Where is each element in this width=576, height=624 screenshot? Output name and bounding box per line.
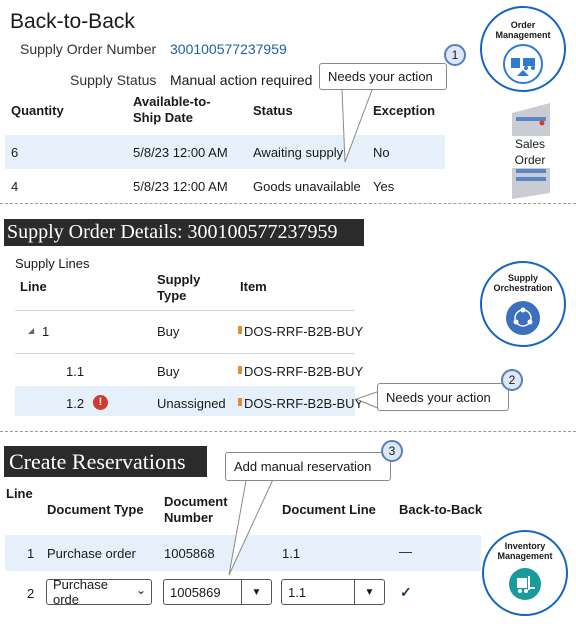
checkmark-icon: ✓ — [400, 584, 412, 600]
supply-orchestration-emblem — [506, 301, 540, 335]
error-icon: ! — [93, 395, 108, 410]
supply-orchestration-icon — [480, 261, 566, 347]
document-type-value: Purchase orde — [53, 577, 108, 607]
document-number-value: 1005869 — [170, 584, 221, 600]
table-cell: No — [373, 145, 390, 160]
item-cell: DOS-RRF-B2B-BUY — [238, 324, 363, 339]
supply-type-cell: Unassigned — [157, 396, 226, 411]
item-cell: DOS-RRF-B2B-BUY — [238, 396, 363, 411]
document-line-cell: 1.1 — [282, 546, 301, 561]
back-to-back-cell: — — [399, 544, 412, 559]
callout-needs-action — [319, 63, 447, 90]
col-item: Item — [240, 279, 267, 294]
step-badge-2: 2 — [501, 369, 523, 391]
col-line: Line — [20, 279, 47, 294]
table-cell: 5/8/23 12:00 AM — [133, 179, 228, 194]
col-document-number: Document Number — [164, 494, 228, 525]
supply-line-row[interactable]: 1.2 — [66, 396, 85, 411]
col-quantity: Quantity — [11, 103, 64, 118]
col-status: Status — [253, 103, 293, 118]
col-back-to-back: Back-to-Back — [399, 502, 483, 517]
supply-line-row[interactable]: 1 — [42, 324, 50, 339]
callout-add-reservation — [225, 452, 391, 481]
triangle-down-icon: ▼ — [364, 586, 375, 598]
col-available-date: Available-to- Ship Date — [133, 94, 211, 125]
inventory-management-icon — [482, 530, 568, 616]
step-badge-3: 3 — [381, 440, 403, 462]
section-divider — [0, 203, 576, 204]
document-line-value: 1.1 — [288, 584, 307, 600]
page-title: Back-to-Back — [10, 10, 135, 33]
sales-order-label: Sales Order — [508, 136, 552, 168]
document-number-cell: 1005868 — [164, 546, 215, 561]
document-type-select[interactable] — [46, 579, 152, 605]
table-cell: Yes — [373, 179, 395, 194]
supply-status-label: Supply Status — [70, 72, 157, 88]
supply-details-title: Supply Order Details: 300100577237959 — [4, 219, 364, 246]
callout-pointer — [330, 80, 410, 190]
table-row[interactable]: 6 — [11, 145, 19, 160]
document-type-cell: Purchase order — [47, 546, 136, 561]
item-cell: DOS-RRF-B2B-BUY — [238, 364, 363, 379]
item-flag-icon — [238, 366, 242, 374]
chevron-down-icon: ⌄ — [135, 583, 146, 597]
supply-lines-label: Supply Lines — [15, 256, 90, 271]
order-management-emblem — [503, 44, 543, 84]
triangle-down-icon: ▼ — [251, 586, 262, 598]
col-exception: Exception — [373, 103, 436, 118]
callout-pointer — [225, 465, 305, 585]
col-supply-type: Supply Type — [157, 272, 201, 303]
col-document-line: Document Line — [282, 502, 376, 517]
callout-text: Needs your action — [386, 389, 491, 405]
col-document-type: Document Type — [47, 502, 144, 517]
dropdown-button[interactable] — [354, 580, 384, 604]
section-divider — [0, 431, 576, 432]
forklift-icon — [509, 568, 541, 600]
inventory-management-title: Inventory Management — [497, 541, 553, 561]
row-separator — [15, 353, 355, 354]
supply-orchestration-title: Supply Orchestration — [493, 273, 553, 293]
supply-type-cell: Buy — [157, 324, 180, 339]
col-line: Line — [6, 486, 33, 501]
supply-type-cell: Buy — [157, 364, 180, 379]
row-separator — [15, 310, 355, 311]
supply-order-number-label: Supply Order Number — [20, 41, 157, 57]
callout-text: Add manual reservation — [234, 459, 372, 474]
step-badge-1: 1 — [444, 44, 466, 66]
item-flag-icon — [238, 398, 242, 406]
callout-needs-action — [377, 383, 509, 411]
table-cell: 5/8/23 12:00 AM — [133, 145, 228, 160]
table-cell: Goods unavailable — [253, 179, 361, 194]
reservation-row[interactable]: 2 — [27, 586, 35, 601]
callout-text: Needs your action — [328, 69, 433, 84]
item-flag-icon — [238, 326, 242, 334]
table-cell: Awaiting supply — [253, 145, 344, 160]
supply-line-row[interactable]: 1.1 — [66, 364, 85, 379]
table-row[interactable]: 4 — [11, 179, 19, 194]
expand-collapse-icon[interactable]: ◢ — [28, 326, 35, 335]
supply-order-number-link[interactable]: 300100577237959 — [170, 41, 287, 57]
order-management-icon — [480, 6, 566, 92]
create-reservations-title: Create Reservations — [4, 446, 207, 477]
order-management-title: Order Management — [495, 20, 551, 40]
supply-status-value: Manual action required — [170, 72, 313, 88]
reservation-row[interactable]: 1 — [27, 546, 35, 561]
